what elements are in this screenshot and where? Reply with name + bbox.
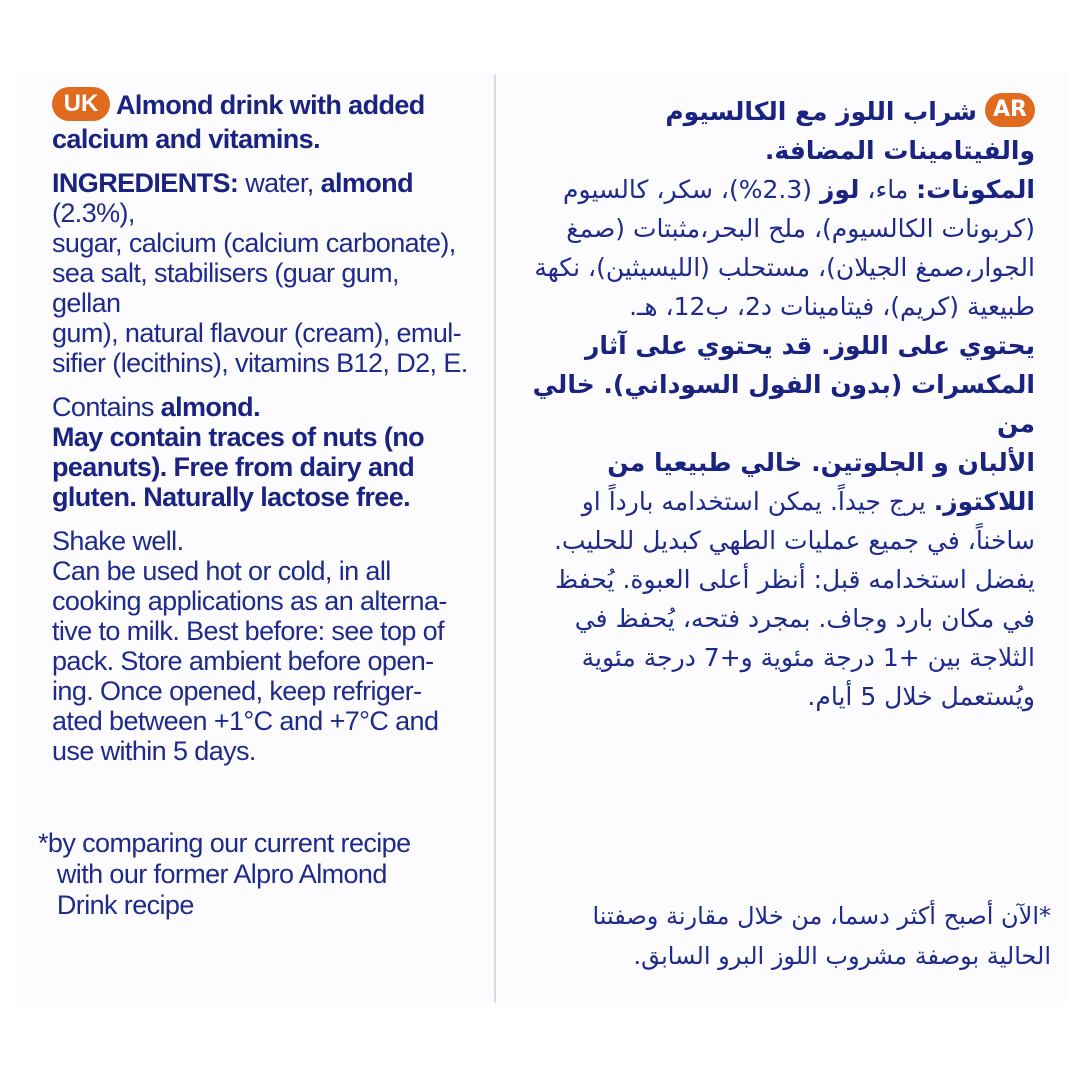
uk-may-contain-line: May contain traces of nuts (no <box>52 422 425 452</box>
ar-footnote-line: الحالية بوصفة مشروب اللوز البرو السابق. <box>633 942 1051 970</box>
panel-divider <box>494 75 496 1003</box>
uk-ingredients-line: sifier (lecithins), vitamins B12, D2, E. <box>52 348 468 378</box>
ar-usage-line: ويُستعمل خلال 5 أيام. <box>807 682 1035 711</box>
uk-footnote-line: with our former Alpro Almond <box>50 859 387 889</box>
uk-usage-line: use within 5 days. <box>52 736 256 766</box>
ar-usage-line: ساخناً، في جميع عمليات الطهي كبديل للحليب. <box>553 526 1035 555</box>
ar-ingredients-text-a: ماء، <box>859 175 917 204</box>
uk-footnote-line: Drink recipe <box>50 890 194 920</box>
uk-usage-line: ated between +1°C and +7°C and <box>52 706 439 736</box>
ar-usage-lactose: اللاكتوز. <box>933 487 1035 516</box>
uk-ingredients-almond: almond <box>320 168 413 198</box>
uk-ingredients <box>52 168 472 378</box>
uk-ingredients-label: INGREDIENTS: <box>52 168 239 198</box>
uk-footnote-line: *by comparing our current recipe <box>38 828 411 858</box>
ar-ingredients-line: (كربونات الكالسيوم)، ملح البحر،مثبتات (صمغ <box>566 214 1035 243</box>
ar-title <box>525 92 1035 170</box>
uk-ingredients-line: sugar, calcium (calcium carbonate), <box>52 228 456 258</box>
uk-usage-instructions <box>52 526 472 766</box>
ar-footnote-line: *الآن أصبح أكثر دسما، من خلال مقارنة وصفتنا <box>592 902 1051 930</box>
uk-contains-prefix: Contains <box>52 392 161 422</box>
uk-may-contain-line: peanuts). Free from dairy and <box>52 452 415 482</box>
ar-footnote <box>525 896 1051 976</box>
ar-warning-line: يحتوي على اللوز. قد يحتوي على آثار <box>584 331 1035 360</box>
uk-usage-line: Can be used hot or cold, in all <box>52 556 391 586</box>
ar-allergen-info <box>525 326 1035 482</box>
uk-usage-line: ing. Once opened, keep refriger- <box>52 676 422 706</box>
ar-ingredients-line: طبيعية (كريم)، فيتامينات د2، ب12، هـ. <box>629 292 1035 321</box>
ar-ingredients-label: المكونات: <box>916 175 1035 204</box>
ar-usage-first-line: يرج جيداً. يمكن استخدامه بارداً او <box>581 487 934 516</box>
ar-title-line-2: والفيتامينات المضافة. <box>764 136 1035 165</box>
ar-warning-line: الألبان و الجلوتين. خالي طبيعيا من <box>607 448 1035 477</box>
ar-usage-line: الثلاجة بين +1 درجة مئوية و+7 درجة مئوية <box>581 643 1035 672</box>
uk-title-line-1: Almond drink with added <box>116 90 425 121</box>
ar-title-line-1: شراب اللوز مع الكالسيوم <box>665 97 977 126</box>
uk-allergen-info <box>52 392 472 512</box>
ar-ingredients-almond: لوز <box>819 175 860 204</box>
uk-ingredients-text-a: water, <box>238 168 321 198</box>
ar-usage-instructions <box>525 482 1035 716</box>
uk-may-contain-line: gluten. Naturally lactose free. <box>52 482 411 512</box>
ar-ingredients <box>525 170 1035 326</box>
uk-panel <box>52 90 472 766</box>
ar-usage-line: في مكان بارد وجاف. بمجرد فتحه، يُحفظ في <box>574 604 1035 633</box>
ar-language-badge: AR <box>985 93 1035 127</box>
uk-usage-line: cooking applications as an alterna- <box>52 586 447 616</box>
uk-title <box>52 90 472 154</box>
uk-title-line-2: calcium and vitamins. <box>52 124 320 154</box>
ar-panel <box>525 92 1035 716</box>
uk-language-badge: UK <box>52 87 110 121</box>
uk-ingredients-line: gum), natural flavour (cream), emul- <box>52 318 462 348</box>
uk-usage-line: Shake well. <box>52 526 184 556</box>
ar-ingredients-text-b: (2.3%)، سكر، كالسيوم <box>563 175 820 204</box>
uk-usage-line: tive to milk. Best before: see top of <box>52 616 445 646</box>
uk-footnote <box>38 828 478 921</box>
uk-usage-line: pack. Store ambient before open- <box>52 646 434 676</box>
ar-usage-line: يفضل استخدامه قبل: أنظر أعلى العبوة. يُحفظ <box>555 565 1035 594</box>
ar-ingredients-line: الجوار،صمغ الجيلان)، مستحلب (الليسيثين)، نكهة <box>534 253 1035 282</box>
uk-ingredients-text-b: (2.3%), <box>52 198 135 228</box>
uk-contains-allergen: almond. <box>160 392 260 422</box>
uk-ingredients-line: sea salt, stabilisers (guar gum, gellan <box>52 258 399 318</box>
ar-warning-line: المكسرات (بدون الفول السوداني). خالي من <box>532 370 1035 438</box>
